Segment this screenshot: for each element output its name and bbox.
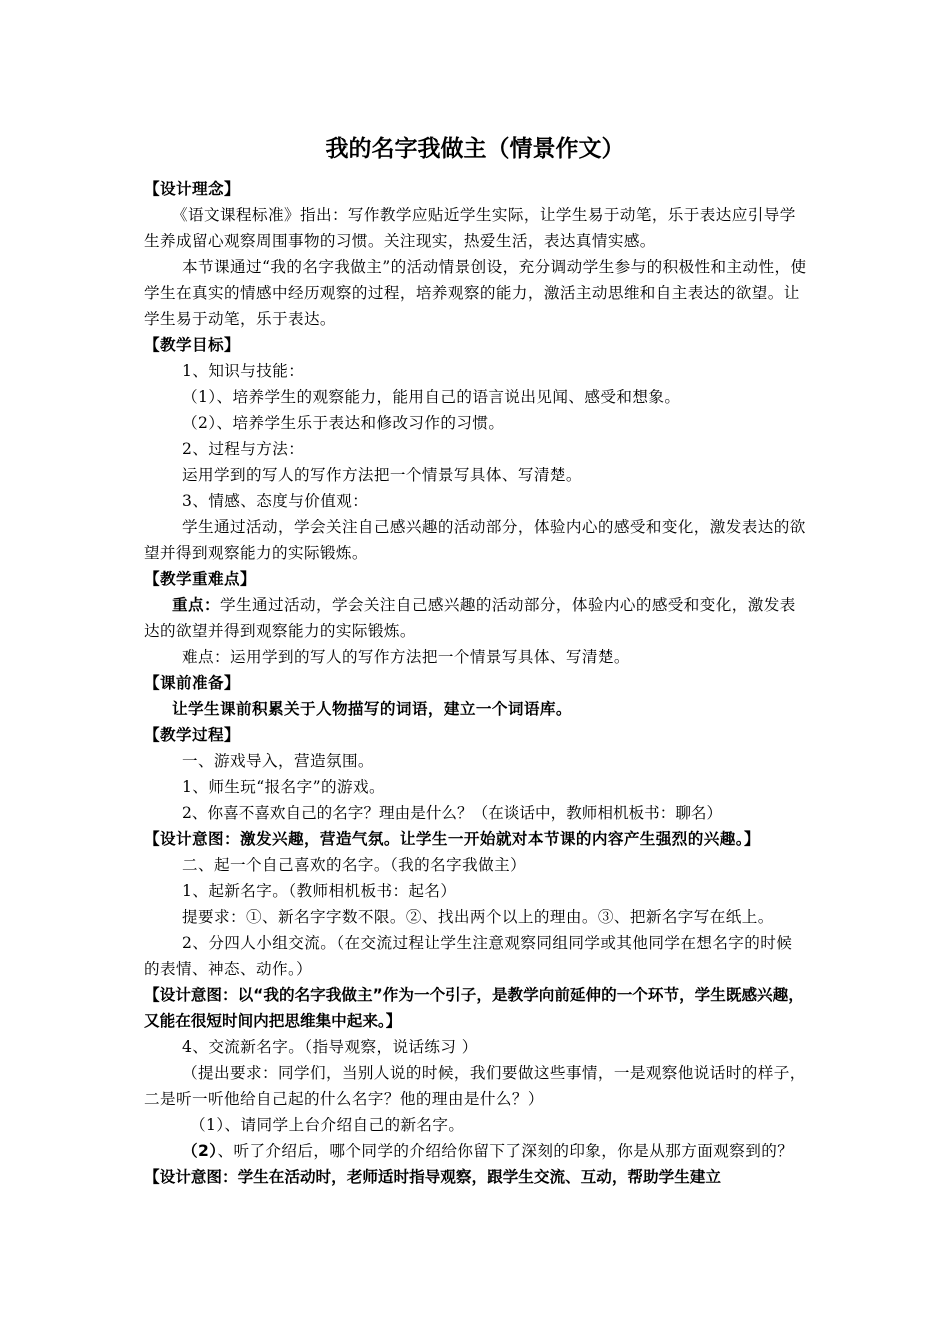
paragraph: （1）、培养学生的观察能力，能用自己的语言说出见闻、感受和想象。 bbox=[182, 388, 681, 406]
section-heading-keypoints: 【教学重难点】 bbox=[144, 570, 256, 588]
key-text: 学生通过活动，学会关注自己感兴趣的活动部分，体验内心的感受和变化，激发表达的欲望并得到观察能力的实际锻炼。 bbox=[144, 596, 796, 640]
design-intent: 【设计意图：以“我的名字我做主”作为一个引子，是教学向前延伸的一个环节，学生既感兴趣，又能在很短时间内把思维集中起来。】 bbox=[144, 986, 804, 1030]
paragraph: 难点：运用学到的写人的写作方法把一个情景写具体、写清楚。 bbox=[182, 648, 630, 666]
section-heading-prep: 【课前准备】 bbox=[144, 674, 240, 692]
paragraph: （提出要求：同学们，当别人说的时候，我们要做这些事情，一是观察他说话时的样子，二是听一听他给自己起的什么名字？他的理由是什么？） bbox=[144, 1064, 806, 1108]
item-text: 、听了介绍后，哪个同学的介绍给你留下了深刻的印象，你是从那方面观察到的？ bbox=[217, 1142, 794, 1160]
paragraph: 2、分四人小组交流。（在交流过程让学生注意观察同组同学或其他同学在想名字的时候的表情、神态、动作。） bbox=[144, 934, 793, 978]
paragraph: 二、起一个自己喜欢的名字。（我的名字我做主） bbox=[182, 856, 527, 874]
paragraph: 2、你喜不喜欢自己的名字？理由是什么？（在谈话中，教师相机板书：聊名） bbox=[182, 804, 723, 822]
section-heading-process: 【教学过程】 bbox=[144, 726, 240, 744]
paragraph: 本节课通过“我的名字我做主”的活动情景创设，充分调动学生参与的积极性和主动性，使学生在真实的情感中经历观察的过程，培养观察的能力，激活主动思维和自主表达的欲望。让学生易于动笔，乐于表达。 bbox=[144, 258, 807, 328]
paragraph: 2、过程与方法： bbox=[182, 440, 305, 458]
paragraph: 1、师生玩“报名字”的游戏。 bbox=[182, 778, 385, 796]
document-body bbox=[144, 176, 808, 1190]
paragraph: 一、游戏导入，营造氛围。 bbox=[182, 752, 374, 770]
paragraph: 1、起新名字。（教师相机板书：起名） bbox=[182, 882, 457, 900]
paragraph bbox=[144, 1138, 808, 1164]
design-intent: 【设计意图：学生在活动时，老师适时指导观察，跟学生交流、互动，帮助学生建立 bbox=[144, 1168, 721, 1186]
paragraph: 3、情感、态度与价值观： bbox=[182, 492, 369, 510]
paragraph: 4、交流新名字。（指导观察，说话练习 ） bbox=[182, 1038, 478, 1056]
paragraph: 1、知识与技能： bbox=[182, 362, 305, 380]
key-label: 重点： bbox=[172, 596, 220, 614]
paragraph: 《语文课程标准》指出：写作教学应贴近学生实际，让学生易于动笔，乐于表达应引导学生养成留心观察周围事物的习惯。关注现实，热爱生活，表达真情实感。 bbox=[144, 206, 796, 250]
section-heading-goals: 【教学目标】 bbox=[144, 336, 240, 354]
paragraph: 让学生课前积累关于人物描写的词语，建立一个词语库。 bbox=[172, 700, 572, 718]
paragraph: 运用学到的写人的写作方法把一个情景写具体、写清楚。 bbox=[182, 466, 582, 484]
paragraph: （2）、培养学生乐于表达和修改习作的习惯。 bbox=[182, 414, 505, 432]
section-heading-concept: 【设计理念】 bbox=[144, 180, 240, 198]
document-title: 我的名字我做主（情景作文） bbox=[325, 136, 625, 162]
paragraph: 学生通过活动，学会关注自己感兴趣的活动部分，体验内心的感受和变化，激发表达的欲望并得到观察能力的实际锻炼。 bbox=[144, 518, 806, 562]
paragraph: 提要求：①、新名字字数不限。②、找出两个以上的理由。③、把新名字写在纸上。 bbox=[182, 908, 774, 926]
paragraph: （1）、请同学上台介绍自己的新名字。 bbox=[190, 1116, 465, 1134]
paragraph bbox=[144, 592, 808, 644]
design-intent: 【设计意图：激发兴趣，营造气氛。让学生一开始就对本节课的内容产生强烈的兴趣。】 bbox=[144, 830, 760, 848]
item-label: （2） bbox=[182, 1142, 218, 1160]
